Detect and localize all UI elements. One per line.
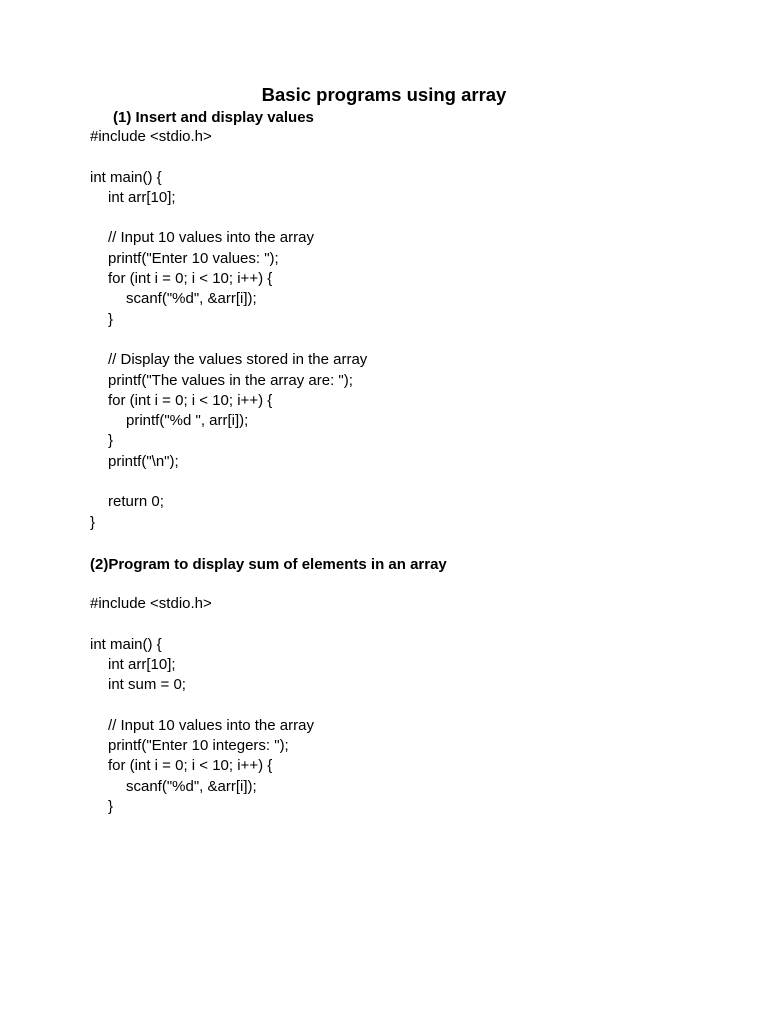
page-title: Basic programs using array (261, 84, 507, 105)
code-line: for (int i = 0; i < 10; i++) { (108, 757, 273, 775)
code-line: return 0; (108, 493, 164, 511)
code-line: int arr[10]; (108, 188, 176, 206)
code-line: for (int i = 0; i < 10; i++) { (108, 270, 273, 288)
code-line: int arr[10]; (108, 655, 176, 673)
code-line: printf("The values in the array are: "); (108, 371, 353, 389)
section-heading-sum-elements: (2)Program to display sum of elements in an array (90, 556, 447, 573)
code-line: #include <stdio.h> (90, 595, 212, 612)
code-line (90, 330, 367, 350)
code-line: for (int i = 0; i < 10; i++) { (108, 391, 273, 409)
code-block-sum-elements (90, 594, 314, 817)
code-line: scanf("%d", &arr[i]); (126, 290, 257, 308)
code-line (90, 147, 367, 167)
code-line: printf("%d ", arr[i]); (126, 412, 249, 430)
code-line: int sum = 0; (108, 676, 186, 694)
code-line (90, 695, 314, 715)
code-line: printf("Enter 10 values: "); (108, 249, 279, 267)
code-line (90, 208, 367, 228)
code-line: printf("Enter 10 integers: "); (108, 737, 289, 755)
code-line: #include <stdio.h> (90, 128, 212, 145)
code-comment: // Display the values stored in the array (108, 351, 368, 369)
code-line: } (90, 513, 96, 531)
code-line: printf("\n"); (108, 452, 179, 470)
code-block-insert-display (90, 127, 367, 533)
code-comment: // Input 10 values into the array (108, 229, 314, 247)
code-line: } (108, 432, 114, 450)
code-comment: // Input 10 values into the array (108, 716, 314, 734)
section-heading-insert-display: (1) Insert and display values (113, 109, 314, 126)
code-line: scanf("%d", &arr[i]); (126, 777, 257, 795)
code-line (90, 614, 314, 634)
code-line: int main() { (90, 168, 162, 186)
code-line (90, 472, 367, 492)
code-line: } (108, 797, 114, 815)
code-line: } (108, 310, 114, 328)
code-line: int main() { (90, 635, 162, 653)
